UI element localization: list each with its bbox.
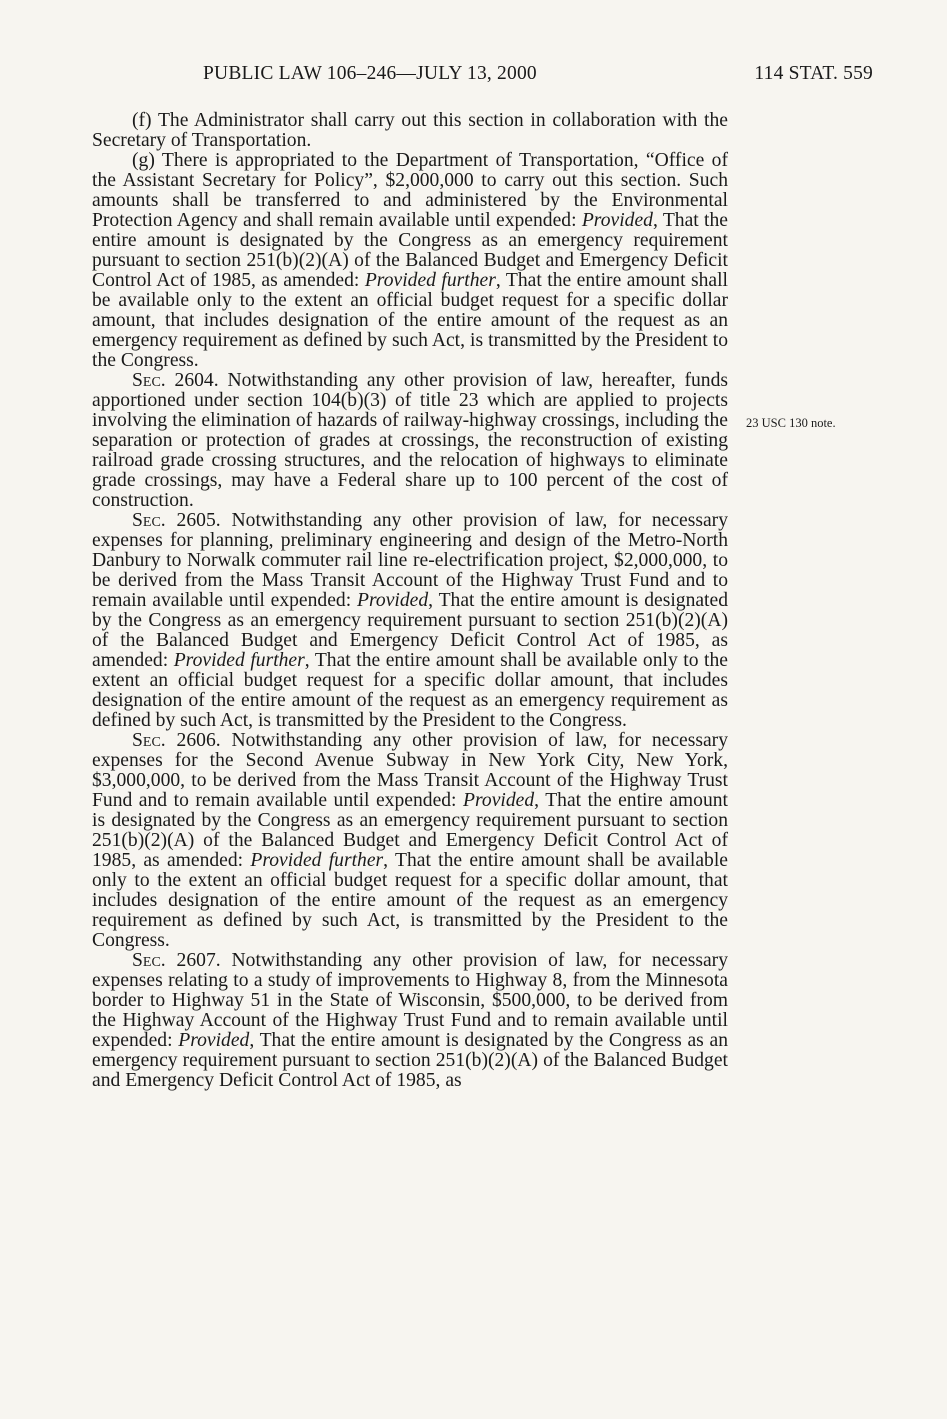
paragraph-text: 2606. Notwithstanding any other provision of law, for necessary expenses for the Second Avenue Subway in New York City, New York, $3,000,000, to be derived from the Mass Transit Account of the Highway Trust Fund and to remain available until expended: xyxy=(92,730,728,811)
paragraph-text: , That the entire amount is designated by the Congress as an emergency requirement pursuant to section 251(b)(2)(A) of the Balanced Budget and Emergency Deficit Control Act of 1985, as amended: xyxy=(92,790,728,871)
proviso-phrase: Provided xyxy=(178,1030,250,1051)
paragraph-g xyxy=(92,151,728,371)
paragraph-text: , That the entire amount shall be available only to the extent an official budget request for a specific dollar amount, that includes designation of the entire amount of the request as an emergency requirement as defined by such Act, is transmitted by the President to the Congress. xyxy=(92,650,728,731)
stat-page-number: 114 STAT. 559 xyxy=(754,63,873,84)
proviso-phrase: Provided xyxy=(357,590,429,611)
proviso-phrase: Provided xyxy=(581,210,653,231)
law-title: PUBLIC LAW 106–246—JULY 13, 2000 xyxy=(203,63,537,84)
law-text xyxy=(92,111,728,1091)
paragraph-text: (g) There is appropriated to the Department of Transportation, “Office of the Assistant Secretary for Policy”, $2,000,000 to carry out this section. Such amounts shall be transferred to and administered by the Environmental Protection Agency and shall remain available until expended: xyxy=(92,150,728,231)
paragraph-text: , That the entire amount is designated by the Congress as an emergency requirement pursuant to section 251(b)(2)(A) of the Balanced Budget and Emergency Deficit Control Act of 1985, as amended: xyxy=(92,210,728,291)
paragraph-text: , That the entire amount is designated by the Congress as an emergency requirement pursuant to section 251(b)(2)(A) of the Balanced Budget and Emergency Deficit Control Act of 1985, as xyxy=(92,1030,729,1091)
proviso-phrase: Provided further xyxy=(250,850,384,871)
proviso-phrase: Provided xyxy=(463,790,535,811)
proviso-phrase: Provided further xyxy=(173,650,305,671)
paragraph-2607 xyxy=(92,951,728,1091)
margin-note: 23 USC 130 note. xyxy=(746,416,836,430)
section-label: Sec. xyxy=(132,370,166,391)
paragraph-text: 2607. Notwithstanding any other provision of law, for necessary expenses relating to a study of improvements to Highway 8, from the Minnesota border to Highway 51 in the State of Wisconsin, $500,000, to be derived from the Highway Account of the Highway Trust Fund and to remain available until expended: xyxy=(92,950,728,1051)
section-label: Sec. xyxy=(132,510,166,531)
paragraph-text: 2604. Notwithstanding any other provision of law, hereafter, funds apportioned under section 104(b)(3) of title 23 which are applied to projects involving the elimination of hazards of railway-highway crossings, including the separation or protection of grades at crossings, the reconstruction of existing railroad grade crossing structures, and the relocation of highways to eliminate grade crossings, may have a Federal share up to 100 percent of the cost of construction. xyxy=(92,370,728,511)
paragraph-2604 xyxy=(92,371,728,511)
paragraph-text: , That the entire amount is designated by the Congress as an emergency requirement pursuant to section 251(b)(2)(A) of the Balanced Budget and Emergency Deficit Control Act of 1985, as amended: xyxy=(92,590,728,671)
proviso-phrase: Provided further xyxy=(364,270,496,291)
paragraph-2606 xyxy=(92,731,728,951)
paragraph-text: 2605. Notwithstanding any other provision of law, for necessary expenses for planning, preliminary engineering and design of the Metro-North Danbury to Norwalk commuter rail line re-electrification project, $2,000,000, to be derived from the Mass Transit Account of the Highway Trust Fund and to remain available until expended: xyxy=(92,510,728,611)
paragraph-2605 xyxy=(92,511,728,731)
paragraph-text: (f) The Administrator shall carry out this section in collaboration with the Secretary of Transportation. xyxy=(92,110,728,151)
section-label: Sec. xyxy=(132,950,166,971)
paragraph-text: , That the entire amount shall be available only to the extent an official budget request for a specific dollar amount, that includes designation of the entire amount of the request as an emergency requirement as defined by such Act, is transmitted by the President to the Congress. xyxy=(92,270,728,371)
paragraph-text: , That the entire amount shall be available only to the extent an official budget request for a specific dollar amount, that includes designation of the entire amount of the request as an emergency requirement as defined by such Act, is transmitted by the President to the Congress. xyxy=(92,850,728,951)
paragraph-f xyxy=(92,111,728,151)
section-label: Sec. xyxy=(132,730,166,751)
